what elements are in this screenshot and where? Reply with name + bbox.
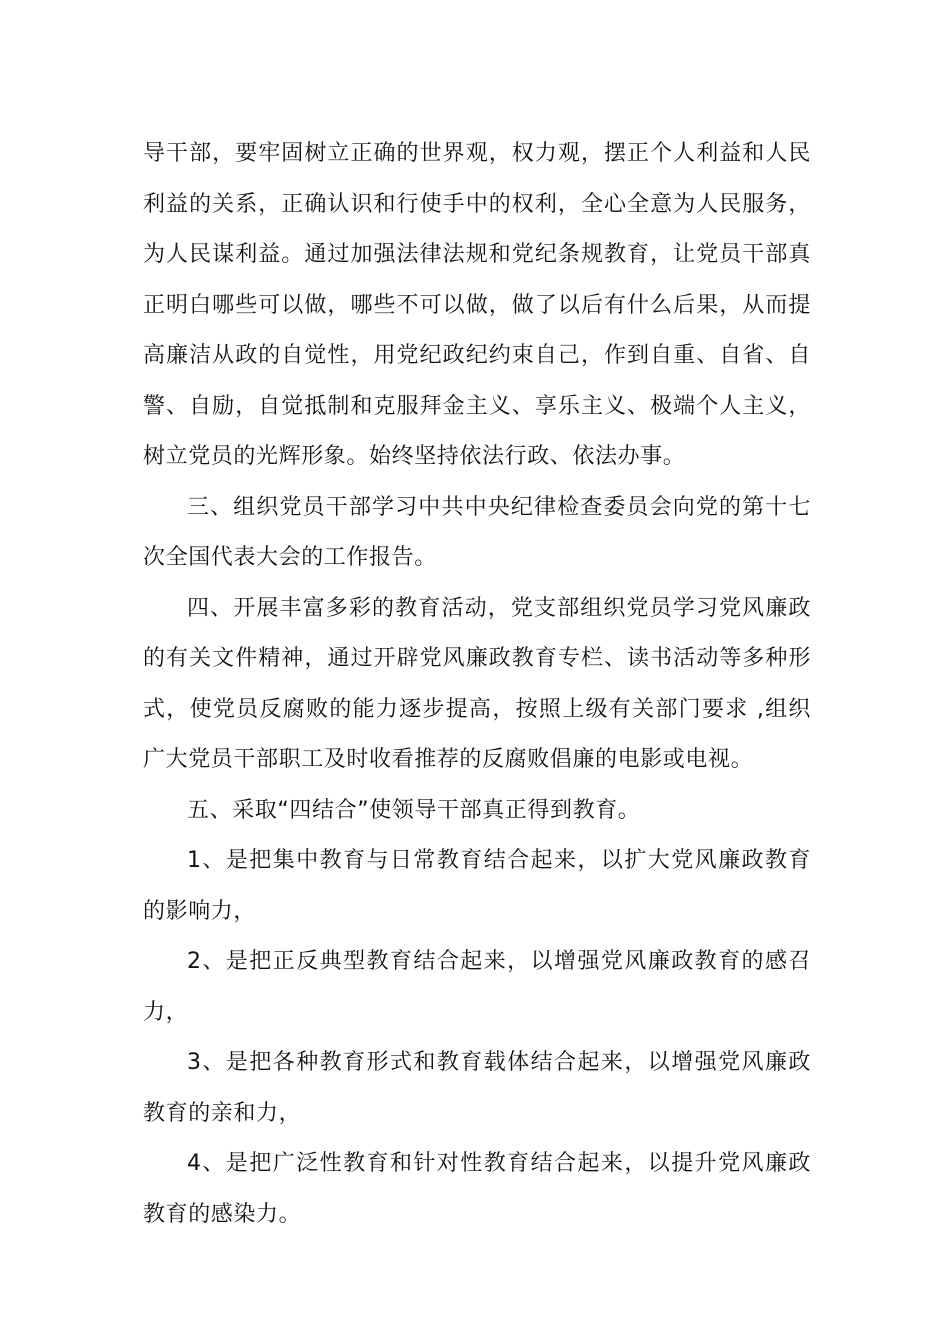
paragraph-section-five: 五、采取“四结合”使领导干部真正得到教育。 bbox=[187, 797, 641, 823]
list-item-3: 3、是把各种教育形式和教育载体结合起来，以增强党风廉政教育的亲和力， bbox=[143, 1050, 811, 1126]
paragraph-continuation: 导干部，要牢固树立正确的世界观，权力观，摆正个人利益和人民利益的关系，正确认识和行使手中的权利，全心全意为人民服务，为人民谋利益。通过加强法律法规和党纪条规教育，让党员干部真正明白哪些可以做，哪些不可以做，做了以后有什么后果，从而提高廉洁从政的自觉性，用党纪政纪约束自己，作到自重、自省、自警、自励，自觉抵制和克服拜金主义、享乐主义、极端个人主义，树立党员的光辉形象。始终坚持依法行政、依法办事。 bbox=[143, 141, 811, 469]
paragraph-section-four: 四、开展丰富多彩的教育活动，党支部组织党员学习党风廉政的有关文件精神，通过开辟党风廉政教育专栏、读书活动等多种形式，使党员反腐败的能力逐步提高，按照上级有关部门要求 ,组织广大党员干部职工及时收看推荐的反腐败倡廉的电影或电视。 bbox=[143, 595, 811, 772]
list-item-2: 2、是把正反典型教育结合起来，以增强党风廉政教育的感召力， bbox=[143, 949, 811, 1025]
document-body bbox=[143, 129, 811, 1240]
paragraph-section-three: 三、组织党员干部学习中共中央纪律检查委员会向党的第十七次全国代表大会的工作报告。 bbox=[143, 494, 811, 570]
list-item-4: 4、是把广泛性教育和针对性教育结合起来，以提升党风廉政教育的感染力。 bbox=[143, 1151, 811, 1227]
list-item-1: 1、是把集中教育与日常教育结合起来，以扩大党风廉政教育的影响力， bbox=[143, 848, 811, 924]
